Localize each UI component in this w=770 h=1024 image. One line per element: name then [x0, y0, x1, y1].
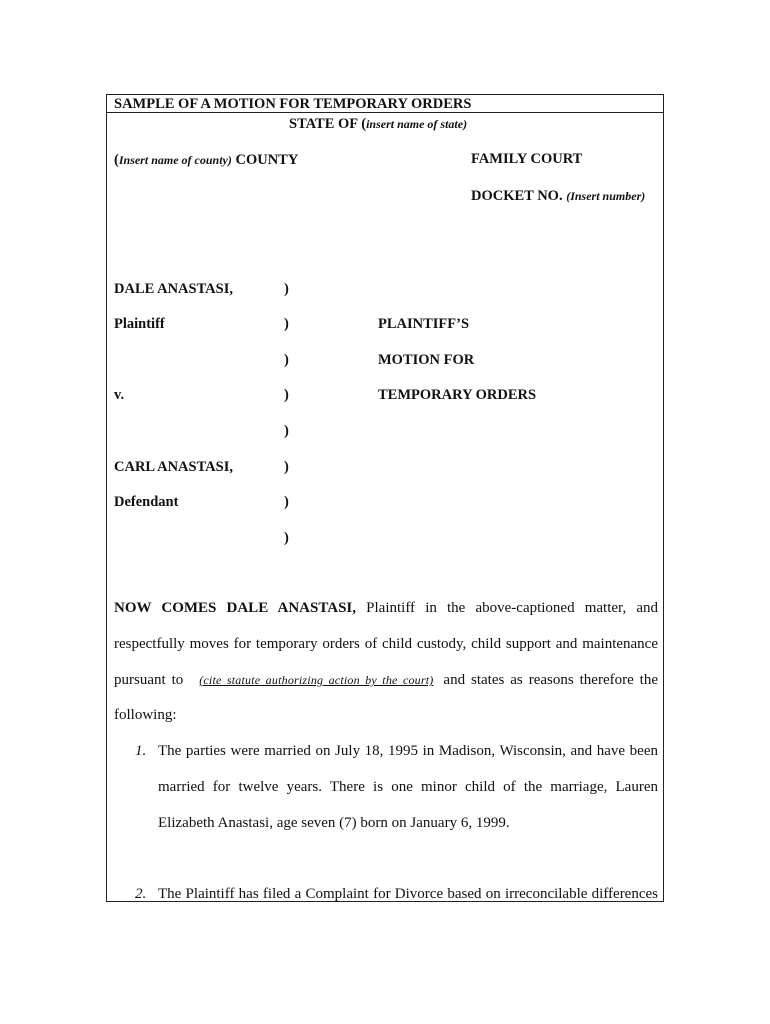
- document-title: SAMPLE OF A MOTION FOR TEMPORARY ORDERS: [114, 96, 472, 112]
- state-line: [289, 115, 467, 133]
- docket-line: [471, 187, 645, 205]
- caption-paren: ): [284, 281, 289, 297]
- state-placeholder: insert name of state): [366, 117, 468, 131]
- versus: v.: [114, 387, 125, 403]
- state-prefix: STATE OF (: [289, 116, 367, 132]
- defendant-role: Defendant: [114, 494, 179, 510]
- plaintiff-name: DALE ANASTASI,: [114, 281, 233, 297]
- intro-lead: NOW COMES DALE ANASTASI,: [114, 600, 357, 616]
- caption-paren: ): [284, 459, 289, 475]
- intro-line-1: [114, 600, 658, 617]
- county-line: [114, 151, 298, 169]
- motion-title-line: TEMPORARY ORDERS: [378, 387, 537, 403]
- caption-paren: ): [284, 387, 289, 403]
- title-row: [107, 95, 663, 113]
- item-1-line-3: Elizabeth Anastasi, age seven (7) born on January 6, 1999.: [158, 815, 510, 831]
- item-1-line-2: married for twelve years. There is one minor child of the marriage, Lauren: [158, 779, 658, 795]
- item-1-line-1: The parties were married on July 18, 1995 in Madison, Wisconsin, and have been: [158, 743, 658, 759]
- document-frame: [106, 94, 664, 902]
- caption-paren: ): [284, 530, 289, 546]
- intro-line-1-rest: Plaintiff in the above-captioned matter, and: [356, 600, 659, 616]
- court-name: FAMILY COURT: [471, 151, 583, 167]
- intro-line-3-start: pursuant to: [114, 672, 190, 688]
- item-number: 1.: [135, 743, 147, 759]
- intro-line-2: respectfully moves for temporary orders of child custody, child support and maintenance: [114, 636, 658, 652]
- docket-label: DOCKET NO.: [471, 188, 567, 204]
- intro-line-4: following:: [114, 707, 177, 723]
- county-placeholder: Insert name of county): [118, 153, 232, 167]
- motion-title-line: MOTION FOR: [378, 352, 475, 368]
- item-2-line-1: The Plaintiff has filed a Complaint for Divorce based on irreconcilable differences: [158, 886, 658, 902]
- docket-placeholder: (Insert number): [566, 189, 646, 203]
- county-label: COUNTY: [231, 152, 299, 168]
- item-number: 2.: [135, 886, 147, 902]
- caption-paren: ): [284, 494, 289, 510]
- intro-line-3: [114, 672, 658, 689]
- plaintiff-role: Plaintiff: [114, 316, 165, 332]
- statute-citation-placeholder: (cite statute authorizing action by the court): [199, 673, 434, 687]
- caption-paren: ): [284, 316, 289, 332]
- intro-line-3-end: and states as reasons therefore the: [437, 672, 659, 688]
- defendant-name: CARL ANASTASI,: [114, 459, 233, 475]
- county-open: (: [114, 152, 119, 168]
- motion-title-line: PLAINTIFF’S: [378, 316, 470, 332]
- caption-paren: ): [284, 423, 289, 439]
- caption-paren: ): [284, 352, 289, 368]
